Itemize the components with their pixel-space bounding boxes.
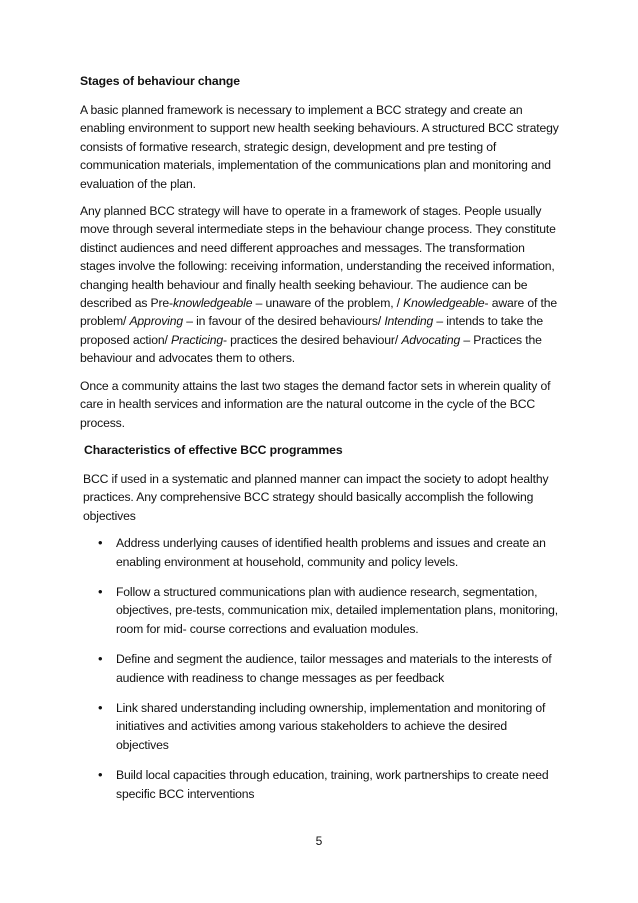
paragraph-community: Once a community attains the last two stages the demand factor sets in wherein quality of care in health services and information are the natural outcome in the cycle of the BCC process. bbox=[80, 378, 551, 430]
page-content bbox=[80, 72, 562, 815]
stage-pre-knowledgeable: knowledgeable bbox=[172, 296, 253, 311]
stage-intending: Intending bbox=[384, 314, 434, 329]
list-item: • Build local capacities through education, training, work partnerships to create need specific BCC interventions bbox=[80, 766, 562, 803]
stages-text-3: - aware of the problem/ bbox=[80, 296, 557, 329]
stage-advocating: Advocating bbox=[401, 332, 461, 347]
section-heading-characteristics: Characteristics of effective BCC programmes bbox=[84, 442, 343, 457]
list-item: • Define and segment the audience, tailor messages and materials to the interests of audience with readiness to change messages as per feedback bbox=[80, 650, 562, 687]
section-heading-stages: Stages of behaviour change bbox=[80, 74, 240, 88]
objectives-list bbox=[80, 534, 562, 803]
stage-practicing: Practicing bbox=[170, 332, 223, 347]
paragraph-stages bbox=[80, 202, 562, 368]
stages-text-6: - practices the desired behaviour/ bbox=[222, 332, 402, 347]
paragraph-bcc-intro: BCC if used in a systematic and planned manner can impact the society to adopt healthy practices. Any comprehensive BCC strategy should basically accomplish the following objectives bbox=[83, 471, 549, 523]
stages-text-7: – Practices the behaviour and advocates them to others. bbox=[80, 332, 542, 366]
stages-text-2: – unaware of the problem, / bbox=[252, 296, 404, 311]
paragraph-framework: A basic planned framework is necessary to implement a BCC strategy and create an enabling environment to support new health seeking behaviours. A structured BCC strategy consists of formative research, strategic design, development and pre testing of communication materials, implementation of the communications plan and monitoring and evaluation of the plan. bbox=[80, 103, 559, 191]
list-item: • Follow a structured communications plan with audience research, segmentation, objectives, pre-tests, communication mix, detailed implementation plans, monitoring, room for mid- course corrections and evaluation modules. bbox=[80, 583, 562, 638]
stage-approving: Approving bbox=[129, 314, 183, 329]
list-item: • Address underlying causes of identified health problems and issues and create an enabling environment at household, community and policy levels. bbox=[80, 534, 562, 571]
stage-knowledgeable: Knowledgeable bbox=[403, 296, 485, 311]
stages-text-5: – intends to take the proposed action/ bbox=[80, 314, 543, 347]
list-item: • Link shared understanding including ownership, implementation and monitoring of initiatives and activities among various stakeholders to achieve the desired objectives bbox=[80, 699, 562, 754]
page-number: 5 bbox=[315, 834, 323, 848]
stages-text-1: Any planned BCC strategy will have to operate in a framework of stages. People usually move through several intermediate steps in the behaviour change process. They constitute distinct audiences and need different approaches and messages. The transformation stages involve the following: receiving information, understanding the received information, changing health behaviour and finally health seeking behaviour. The audience can be described as Pre- bbox=[80, 204, 556, 311]
stages-text-4: – in favour of the desired behaviours/ bbox=[182, 314, 385, 329]
